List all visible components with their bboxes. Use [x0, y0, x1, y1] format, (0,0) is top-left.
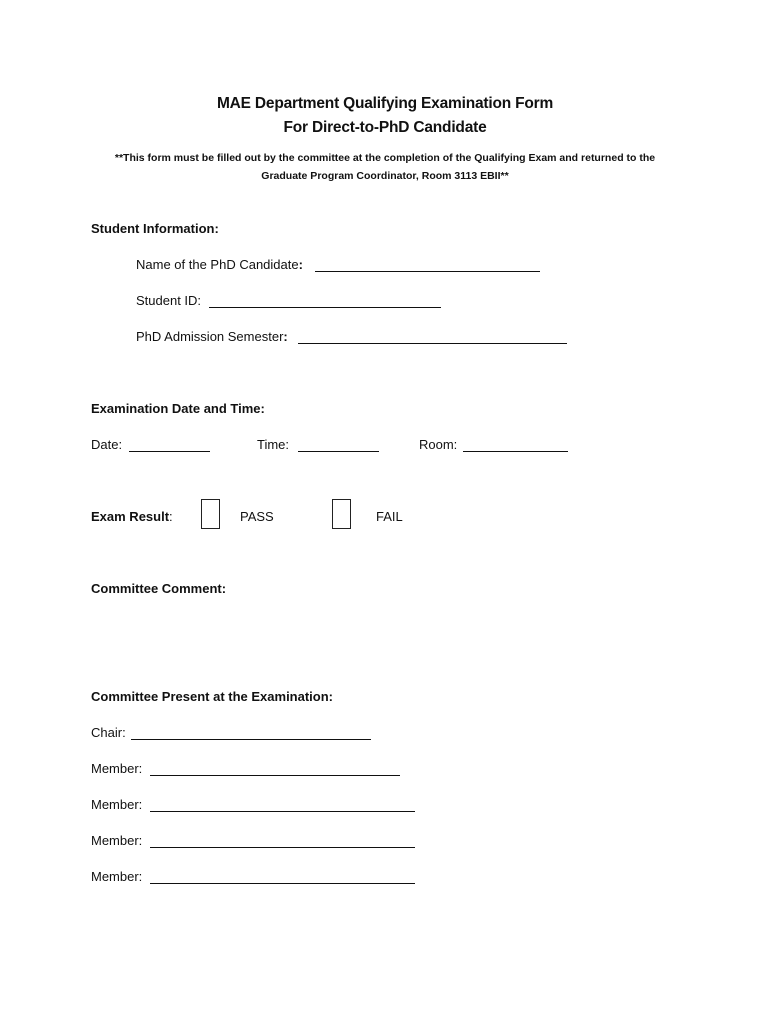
- chair-label: Chair:: [91, 725, 126, 740]
- form-note-line2: Graduate Program Coordinator, Room 3113 EBII**: [261, 170, 509, 182]
- chair-field[interactable]: [131, 739, 371, 740]
- exam-time-field[interactable]: [298, 451, 379, 452]
- member-field-4[interactable]: [150, 883, 415, 884]
- member-field-3[interactable]: [150, 847, 415, 848]
- exam-result-colon: :: [169, 509, 173, 524]
- pass-label: PASS: [240, 509, 274, 524]
- form-title-line1: MAE Department Qualifying Examination Form: [216, 95, 554, 112]
- member-label-2: Member:: [91, 797, 143, 812]
- member-field-2[interactable]: [150, 811, 415, 812]
- admission-semester-field[interactable]: [298, 343, 567, 344]
- fail-label: FAIL: [376, 509, 403, 524]
- committee-comment-area[interactable]: [91, 600, 691, 670]
- member-label-1: Member:: [91, 761, 143, 776]
- pass-checkbox[interactable]: [201, 499, 220, 529]
- form-title-line2: For Direct-to-PhD Candidate: [283, 119, 487, 136]
- fail-checkbox[interactable]: [332, 499, 351, 529]
- candidate-name-label: [136, 257, 303, 272]
- admission-semester-label-text: PhD Admission Semester: [136, 329, 284, 344]
- exam-result-label-text: Exam Result: [91, 509, 170, 524]
- exam-time-label: Time:: [257, 437, 290, 452]
- candidate-name-colon: :: [298, 257, 303, 272]
- committee-comment-heading: Committee Comment:: [91, 581, 227, 596]
- student-id-field[interactable]: [209, 307, 441, 308]
- exam-room-field[interactable]: [463, 451, 568, 452]
- exam-room-label: Room:: [419, 437, 458, 452]
- committee-present-heading: Committee Present at the Examination:: [91, 689, 333, 704]
- student-id-label: Student ID:: [136, 293, 202, 308]
- candidate-name-field[interactable]: [315, 271, 540, 272]
- member-label-3: Member:: [91, 833, 143, 848]
- student-info-heading: Student Information:: [91, 221, 219, 236]
- member-label-4: Member:: [91, 869, 143, 884]
- admission-semester-colon: :: [283, 329, 288, 344]
- admission-semester-label: [136, 329, 288, 344]
- exam-datetime-heading: Examination Date and Time:: [91, 401, 265, 416]
- candidate-name-label-text: Name of the PhD Candidate: [136, 257, 299, 272]
- member-field-1[interactable]: [150, 775, 400, 776]
- exam-date-label: Date:: [91, 437, 123, 452]
- exam-result-label: [91, 509, 173, 524]
- form-note-line1: **This form must be filled out by the committee at the completion of the Qualifying Exam and returned to the: [114, 152, 656, 164]
- exam-date-field[interactable]: [129, 451, 210, 452]
